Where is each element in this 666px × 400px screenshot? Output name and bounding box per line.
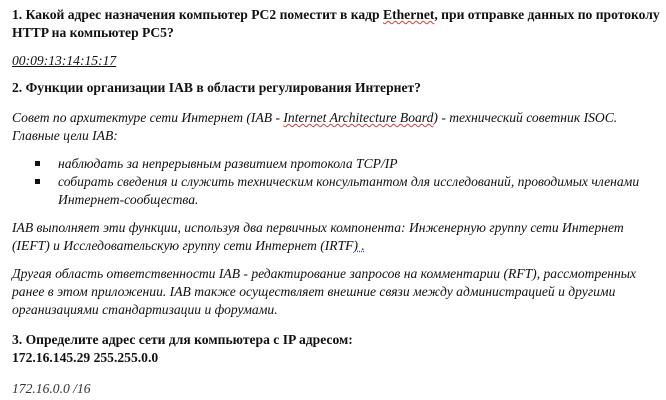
question-3-title: 3. Определите адрес сети для компьютера с IP адресом: (12, 332, 353, 347)
question-3-ip-address: 172.16.145.29 255.255.0.0 (12, 350, 159, 365)
question-1-ethernet-word: Ethernet (383, 7, 435, 22)
intro-text-end: ) - технический советник ISOC. Главные цели IAB: (12, 110, 618, 143)
question-2-intro (12, 109, 660, 145)
components-text: IAB выполняет эти функции, используя два первичных компонента: Инженерную группу сети Интернет (IEFT) и Исследовательскую группу сети Интернет (IRTF (12, 220, 624, 253)
components-text-end: ) . (353, 238, 365, 253)
list-item-text: собирать сведения и служить техническим консультантом для исследований, проводимых членами Интернет-сообщества. (58, 174, 640, 207)
answer-3-network-address: 172.16.0.0 /16 (12, 381, 91, 396)
iab-components-paragraph (12, 219, 660, 255)
question-2-title: 2. Функции организации IAB в области регулирования Интернет? (12, 80, 421, 95)
intro-text-start: Совет по архитектуре сети Интернет (IAB - (12, 110, 284, 125)
question-1 (12, 6, 660, 42)
iab-responsibility-paragraph: Другая область ответственности IAB - редактирование запросов на комментарии (RFT), рассмотренных ранее в этом приложении. IAB также осуществляет внешние связи между администрацией и другими организациями стандартизации и форумами. (12, 266, 637, 317)
square-bullet-icon (35, 161, 40, 166)
document-page (12, 6, 660, 398)
answer-1-block (12, 52, 660, 70)
question-1-text-start: 1. Какой адрес назначения компьютер PC2 поместит в кадр (12, 7, 384, 22)
intro-iab-link: Internet Architecture Board (283, 110, 434, 125)
list-item (12, 173, 660, 209)
list-item-text: наблюдать за непрерывным развитием протокола TCP/IP (58, 156, 398, 171)
list-item (12, 155, 660, 173)
question-1-text-end: , при отправке данных по протоколу HTTP на компьютер PC5? (12, 7, 660, 40)
answer-1-mac-address[interactable]: 00:09:13:14:15:17 (12, 53, 117, 68)
iab-goals-list (12, 155, 660, 209)
square-bullet-icon (35, 179, 40, 184)
